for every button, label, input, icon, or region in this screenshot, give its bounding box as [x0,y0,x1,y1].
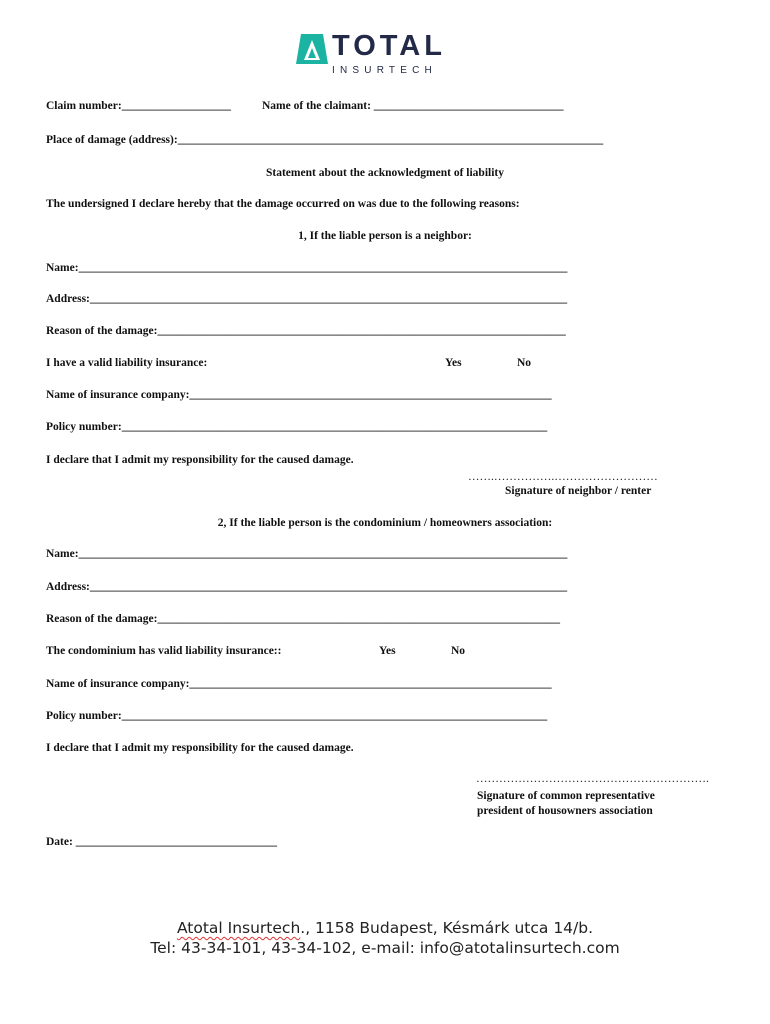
section2-insurance-company-field: Name of insurance company:_______________________________________________________________ [46,678,552,690]
footer-address-text: ., 1158 Budapest, Késmárk utca 14/b. [300,919,594,937]
section1-no-option: No [517,357,532,369]
section2-heading: 2, If the liable person is the condominium / homeowners association: [217,517,553,529]
section2-insurance-question: The condominium has valid liability insurance:: [46,645,282,657]
section1-yes-option: Yes [445,357,462,369]
section2-name-field: Name:_____________________________________________________________________________________ [46,548,568,560]
footer-contact: Tel: 43-34-101, 43-34-102, e-mail: info@atotalinsurtech.com [150,939,620,957]
section1-signature-line: …….…………….……………………… [468,471,658,483]
section1-signature-label: Signature of neighbor / renter [505,485,652,497]
date-field: Date: ___________________________________ [46,836,277,848]
section2-address-field: Address:___________________________________________________________________________________ [46,581,568,593]
section2-signature-label-2: president of housowners association [477,805,653,817]
section2-policy-number-field: Policy number:__________________________________________________________________________ [46,710,548,722]
place-of-damage-field: Place of damage (address):__________________________________________________________________________ [46,134,604,146]
footer-company-name: Atotal Insurtech [176,919,301,937]
claimant-name-field: Name of the claimant: _________________________________ [262,100,564,112]
section1-insurance-company-field: Name of insurance company:_______________________________________________________________ [46,389,552,401]
section1-name-field: Name:_____________________________________________________________________________________ [46,262,568,274]
footer-address [0,918,770,938]
logo-mark-icon [296,34,328,64]
section2-signature-line: ……………………………………………………. [476,773,709,785]
section2-declaration: I declare that I admit my responsibility for the caused damage. [46,742,354,754]
section1-insurance-question: I have a valid liability insurance: [46,357,208,369]
section1-reason-field: Reason of the damage:_______________________________________________________________________ [46,325,566,337]
section2-no-option: No [451,645,466,657]
logo-wordmark: TOTAL [332,30,446,62]
intro-statement: The undersigned I declare hereby that the damage occurred on was due to the following reasons: [46,198,520,210]
claim-number-field: Claim number:___________________ [46,100,231,112]
statement-title: Statement about the acknowledgment of liability [266,167,504,179]
logo-tagline: INSURTECH [332,65,437,76]
section1-address-field: Address:___________________________________________________________________________________ [46,293,568,305]
section1-policy-number-field: Policy number:__________________________________________________________________________ [46,421,548,433]
section1-declaration: I declare that I admit my responsibility for the caused damage. [46,454,354,466]
section1-heading: 1, If the liable person is a neighbor: [298,230,472,242]
company-logo [296,32,476,80]
section2-yes-option: Yes [379,645,396,657]
section2-signature-label-1: Signature of common representative [477,790,655,802]
section2-reason-field: Reason of the damage:______________________________________________________________________ [46,613,560,625]
